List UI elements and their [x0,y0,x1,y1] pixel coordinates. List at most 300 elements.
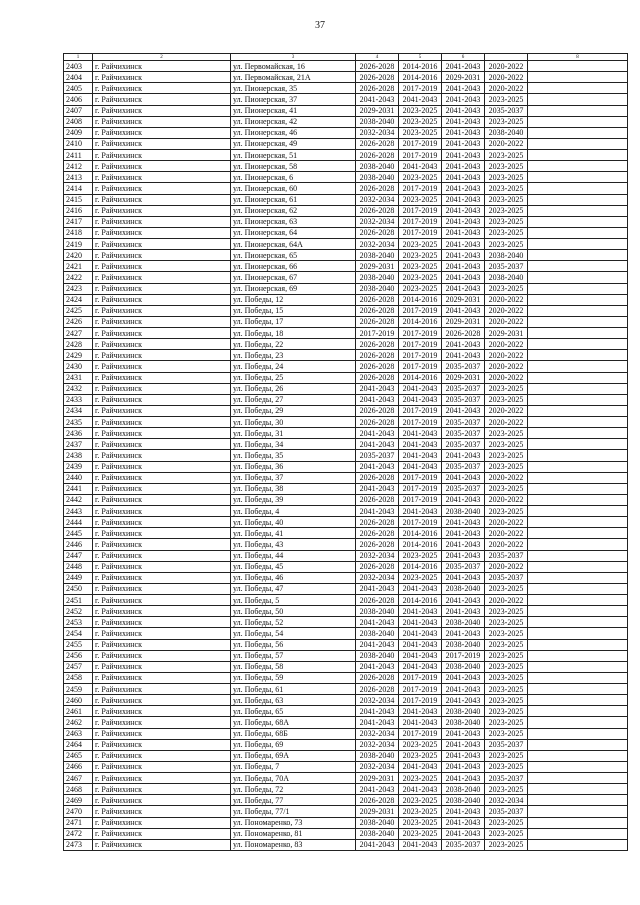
period-cell: 2041-2043 [399,717,442,728]
row-number-cell: 2408 [64,116,93,127]
table-row [64,127,628,138]
address-cell: ул. Победы, 4 [231,506,356,517]
period-cell: 2023-2025 [485,828,528,839]
address-cell: ул. Победы, 17 [231,316,356,327]
empty-cell [528,494,628,505]
row-number-cell: 2462 [64,717,93,728]
empty-cell [528,773,628,784]
period-cell: 2041-2043 [442,828,485,839]
address-cell: ул. Победы, 41 [231,528,356,539]
period-cell: 2020-2022 [485,350,528,361]
housing-schedule-table [63,53,628,851]
period-cell: 2035-2037 [442,483,485,494]
row-number-cell: 2422 [64,272,93,283]
column-number: 1 [64,54,93,61]
locality-cell: г. Райчихинск [93,583,231,594]
table-row [64,94,628,105]
locality-cell: г. Райчихинск [93,261,231,272]
period-cell: 2023-2025 [399,105,442,116]
row-number-cell: 2456 [64,650,93,661]
address-cell: ул. Победы, 57 [231,650,356,661]
period-cell: 2041-2043 [442,239,485,250]
empty-cell [528,194,628,205]
period-cell: 2041-2043 [442,161,485,172]
period-cell: 2041-2043 [399,161,442,172]
locality-cell: г. Райчихинск [93,483,231,494]
period-cell: 2026-2028 [356,795,399,806]
address-cell: ул. Первомайская, 21А [231,72,356,83]
address-cell: ул. Победы, 50 [231,606,356,617]
empty-cell [528,172,628,183]
period-cell: 2017-2019 [399,227,442,238]
row-number-cell: 2436 [64,428,93,439]
locality-cell: г. Райчихинск [93,417,231,428]
row-number-cell: 2454 [64,628,93,639]
address-cell: ул. Победы, 15 [231,305,356,316]
address-cell: ул. Первомайская, 16 [231,61,356,72]
locality-cell: г. Райчихинск [93,183,231,194]
locality-cell: г. Райчихинск [93,773,231,784]
period-cell: 2023-2025 [399,261,442,272]
period-cell: 2041-2043 [399,94,442,105]
period-cell: 2041-2043 [399,650,442,661]
row-number-cell: 2409 [64,127,93,138]
period-cell: 2017-2019 [399,328,442,339]
period-cell: 2038-2040 [442,617,485,628]
period-cell: 2041-2043 [399,761,442,772]
period-cell: 2041-2043 [442,227,485,238]
locality-cell: г. Райчихинск [93,795,231,806]
period-cell: 2032-2034 [356,127,399,138]
address-cell: ул. Победы, 68А [231,717,356,728]
period-cell: 2032-2034 [356,194,399,205]
row-number-cell: 2424 [64,294,93,305]
period-cell: 2038-2040 [442,639,485,650]
period-cell: 2035-2037 [442,417,485,428]
period-cell: 2041-2043 [356,461,399,472]
period-cell: 2038-2040 [485,272,528,283]
period-cell: 2041-2043 [442,127,485,138]
row-number-cell: 2463 [64,728,93,739]
row-number-cell: 2451 [64,595,93,606]
locality-cell: г. Райчихинск [93,328,231,339]
period-cell: 2041-2043 [399,706,442,717]
row-number-cell: 2443 [64,506,93,517]
period-cell: 2017-2019 [399,205,442,216]
period-cell: 2029-2031 [356,773,399,784]
period-cell: 2020-2022 [485,517,528,528]
address-cell: ул. Победы, 52 [231,617,356,628]
period-cell: 2023-2025 [485,661,528,672]
row-number-cell: 2468 [64,784,93,795]
period-cell: 2020-2022 [485,61,528,72]
row-number-cell: 2446 [64,539,93,550]
table-row [64,706,628,717]
period-cell: 2041-2043 [442,305,485,316]
locality-cell: г. Райчихинск [93,405,231,416]
period-cell: 2026-2028 [442,328,485,339]
table-row [64,739,628,750]
address-cell: ул. Пионерская, 61 [231,194,356,205]
table-row [64,239,628,250]
empty-cell [528,583,628,594]
empty-cell [528,183,628,194]
period-cell: 2026-2028 [356,361,399,372]
address-cell: ул. Победы, 43 [231,539,356,550]
empty-cell [528,94,628,105]
row-number-cell: 2472 [64,828,93,839]
table-row [64,216,628,227]
period-cell: 2023-2025 [399,194,442,205]
locality-cell: г. Райчихинск [93,316,231,327]
locality-cell: г. Райчихинск [93,828,231,839]
period-cell: 2023-2025 [485,216,528,227]
row-number-cell: 2465 [64,750,93,761]
empty-cell [528,239,628,250]
period-cell: 2026-2028 [356,72,399,83]
row-number-cell: 2459 [64,684,93,695]
column-number: 6 [442,54,485,61]
address-cell: ул. Пионерская, 49 [231,138,356,149]
period-cell: 2041-2043 [442,695,485,706]
period-cell: 2035-2037 [442,383,485,394]
period-cell: 2041-2043 [356,383,399,394]
period-cell: 2032-2034 [356,216,399,227]
address-cell: ул. Пономаренко, 73 [231,817,356,828]
period-cell: 2041-2043 [442,61,485,72]
address-cell: ул. Победы, 72 [231,784,356,795]
period-cell: 2023-2025 [399,828,442,839]
empty-cell [528,672,628,683]
period-cell: 2023-2025 [399,750,442,761]
table-row [64,839,628,850]
period-cell: 2038-2040 [485,127,528,138]
table-row [64,483,628,494]
address-cell: ул. Пионерская, 64А [231,239,356,250]
empty-cell [528,105,628,116]
period-cell: 2023-2025 [485,506,528,517]
table-row [64,617,628,628]
empty-cell [528,639,628,650]
period-cell: 2023-2025 [399,817,442,828]
row-number-cell: 2470 [64,806,93,817]
locality-cell: г. Райчихинск [93,661,231,672]
table-row [64,828,628,839]
period-cell: 2014-2016 [399,561,442,572]
address-cell: ул. Победы, 44 [231,550,356,561]
period-cell: 2023-2025 [485,617,528,628]
table-row [64,116,628,127]
table-row [64,172,628,183]
period-cell: 2035-2037 [442,461,485,472]
locality-cell: г. Райчихинск [93,450,231,461]
table-row [64,183,628,194]
empty-cell [528,339,628,350]
period-cell: 2041-2043 [442,116,485,127]
empty-cell [528,227,628,238]
row-number-cell: 2431 [64,372,93,383]
address-cell: ул. Победы, 31 [231,428,356,439]
address-cell: ул. Пионерская, 63 [231,216,356,227]
table-row [64,205,628,216]
row-number-cell: 2419 [64,239,93,250]
locality-cell: г. Райчихинск [93,394,231,405]
period-cell: 2041-2043 [442,216,485,227]
empty-cell [528,372,628,383]
period-cell: 2017-2019 [399,695,442,706]
address-cell: ул. Победы, 65 [231,706,356,717]
period-cell: 2041-2043 [356,661,399,672]
table-row [64,339,628,350]
address-cell: ул. Пионерская, 51 [231,150,356,161]
table-row [64,550,628,561]
locality-cell: г. Райчихинск [93,439,231,450]
table-row [64,572,628,583]
period-cell: 2023-2025 [399,795,442,806]
address-cell: ул. Победы, 5 [231,595,356,606]
period-cell: 2023-2025 [485,450,528,461]
row-number-cell: 2445 [64,528,93,539]
row-number-cell: 2427 [64,328,93,339]
period-cell: 2023-2025 [399,739,442,750]
address-cell: ул. Победы, 30 [231,417,356,428]
period-cell: 2023-2025 [399,572,442,583]
period-cell: 2041-2043 [356,617,399,628]
address-cell: ул. Победы, 69 [231,739,356,750]
row-number-cell: 2441 [64,483,93,494]
period-cell: 2017-2019 [399,150,442,161]
address-cell: ул. Победы, 38 [231,483,356,494]
period-cell: 2041-2043 [442,205,485,216]
table-row [64,784,628,795]
row-number-cell: 2413 [64,172,93,183]
row-number-cell: 2434 [64,405,93,416]
locality-cell: г. Райчихинск [93,606,231,617]
period-cell: 2041-2043 [399,784,442,795]
period-cell: 2023-2025 [485,728,528,739]
period-cell: 2041-2043 [442,94,485,105]
period-cell: 2038-2040 [442,784,485,795]
period-cell: 2041-2043 [442,550,485,561]
period-cell: 2041-2043 [442,339,485,350]
period-cell: 2041-2043 [442,405,485,416]
locality-cell: г. Райчихинск [93,595,231,606]
period-cell: 2038-2040 [356,817,399,828]
address-cell: ул. Победы, 40 [231,517,356,528]
row-number-cell: 2440 [64,472,93,483]
period-cell: 2041-2043 [442,595,485,606]
period-cell: 2041-2043 [442,761,485,772]
empty-cell [528,750,628,761]
table-row [64,105,628,116]
locality-cell: г. Райчихинск [93,305,231,316]
empty-cell [528,361,628,372]
row-number-cell: 2447 [64,550,93,561]
address-cell: ул. Победы, 39 [231,494,356,505]
row-number-cell: 2458 [64,672,93,683]
locality-cell: г. Райчихинск [93,784,231,795]
table-row [64,595,628,606]
period-cell: 2023-2025 [485,784,528,795]
period-cell: 2026-2028 [356,350,399,361]
address-cell: ул. Пономаренко, 81 [231,828,356,839]
locality-cell: г. Райчихинск [93,127,231,138]
table-row [64,506,628,517]
period-cell: 2041-2043 [442,472,485,483]
address-cell: ул. Победы, 58 [231,661,356,672]
address-cell: ул. Пионерская, 41 [231,105,356,116]
empty-cell [528,205,628,216]
address-cell: ул. Пионерская, 37 [231,94,356,105]
row-number-cell: 2432 [64,383,93,394]
address-cell: ул. Победы, 46 [231,572,356,583]
empty-cell [528,650,628,661]
locality-cell: г. Райчихинск [93,806,231,817]
locality-cell: г. Райчихинск [93,372,231,383]
page-number: 37 [315,20,325,31]
locality-cell: г. Райчихинск [93,339,231,350]
period-cell: 2020-2022 [485,595,528,606]
locality-cell: г. Райчихинск [93,361,231,372]
empty-cell [528,394,628,405]
locality-cell: г. Райчихинск [93,116,231,127]
period-cell: 2020-2022 [485,361,528,372]
row-number-cell: 2455 [64,639,93,650]
period-cell: 2041-2043 [442,172,485,183]
address-cell: ул. Победы, 77/1 [231,806,356,817]
row-number-cell: 2452 [64,606,93,617]
empty-cell [528,428,628,439]
table-row [64,250,628,261]
address-cell: ул. Победы, 54 [231,628,356,639]
table-row [64,272,628,283]
row-number-cell: 2448 [64,561,93,572]
period-cell: 2041-2043 [442,528,485,539]
period-cell: 2023-2025 [485,150,528,161]
empty-cell [528,305,628,316]
locality-cell: г. Райчихинск [93,717,231,728]
period-cell: 2041-2043 [442,350,485,361]
period-cell: 2041-2043 [356,94,399,105]
row-number-cell: 2453 [64,617,93,628]
table-row [64,350,628,361]
table-row [64,61,628,72]
period-cell: 2020-2022 [485,305,528,316]
period-cell: 2017-2019 [399,517,442,528]
address-cell: ул. Пионерская, 35 [231,83,356,94]
period-cell: 2026-2028 [356,83,399,94]
period-cell: 2017-2019 [356,328,399,339]
table-row [64,606,628,617]
period-cell: 2023-2025 [485,672,528,683]
locality-cell: г. Райчихинск [93,94,231,105]
period-cell: 2041-2043 [442,194,485,205]
period-cell: 2020-2022 [485,316,528,327]
period-cell: 2035-2037 [485,773,528,784]
row-number-cell: 2428 [64,339,93,350]
period-cell: 2014-2016 [399,539,442,550]
empty-cell [528,695,628,706]
period-cell: 2035-2037 [485,572,528,583]
empty-cell [528,316,628,327]
period-cell: 2041-2043 [356,439,399,450]
period-cell: 2041-2043 [442,517,485,528]
table-row [64,305,628,316]
row-number-cell: 2433 [64,394,93,405]
period-cell: 2041-2043 [442,272,485,283]
empty-cell [528,817,628,828]
period-cell: 2023-2025 [485,839,528,850]
period-cell: 2035-2037 [442,361,485,372]
period-cell: 2041-2043 [399,628,442,639]
table-row [64,83,628,94]
period-cell: 2032-2034 [356,728,399,739]
period-cell: 2017-2019 [442,650,485,661]
address-cell: ул. Пионерская, 62 [231,205,356,216]
table-row [64,161,628,172]
empty-cell [528,138,628,149]
period-cell: 2041-2043 [442,739,485,750]
row-number-cell: 2449 [64,572,93,583]
period-cell: 2023-2025 [485,684,528,695]
period-cell: 2038-2040 [442,717,485,728]
empty-cell [528,216,628,227]
period-cell: 2020-2022 [485,494,528,505]
locality-cell: г. Райчихинск [93,216,231,227]
row-number-cell: 2426 [64,316,93,327]
address-cell: ул. Победы, 23 [231,350,356,361]
period-cell: 2041-2043 [399,583,442,594]
table-row [64,361,628,372]
period-cell: 2026-2028 [356,138,399,149]
period-cell: 2023-2025 [399,550,442,561]
table-row [64,472,628,483]
period-cell: 2041-2043 [356,506,399,517]
address-cell: ул. Победы, 69А [231,750,356,761]
row-number-cell: 2435 [64,417,93,428]
period-cell: 2026-2028 [356,528,399,539]
table-row [64,684,628,695]
address-cell: ул. Победы, 12 [231,294,356,305]
period-cell: 2041-2043 [356,706,399,717]
locality-cell: г. Райчихинск [93,761,231,772]
address-cell: ул. Победы, 26 [231,383,356,394]
period-cell: 2041-2043 [442,773,485,784]
locality-cell: г. Райчихинск [93,61,231,72]
empty-cell [528,617,628,628]
row-number-cell: 2437 [64,439,93,450]
period-cell: 2023-2025 [485,461,528,472]
address-cell: ул. Пионерская, 66 [231,261,356,272]
period-cell: 2041-2043 [356,583,399,594]
period-cell: 2017-2019 [399,339,442,350]
period-cell: 2041-2043 [442,628,485,639]
empty-cell [528,728,628,739]
period-cell: 2041-2043 [442,572,485,583]
row-number-cell: 2425 [64,305,93,316]
period-cell: 2020-2022 [485,72,528,83]
table-row [64,628,628,639]
locality-cell: г. Райчихинск [93,227,231,238]
period-cell: 2014-2016 [399,528,442,539]
period-cell: 2041-2043 [356,428,399,439]
empty-cell [528,450,628,461]
locality-cell: г. Райчихинск [93,650,231,661]
table-row [64,283,628,294]
period-cell: 2026-2028 [356,672,399,683]
table-row [64,494,628,505]
row-number-cell: 2461 [64,706,93,717]
